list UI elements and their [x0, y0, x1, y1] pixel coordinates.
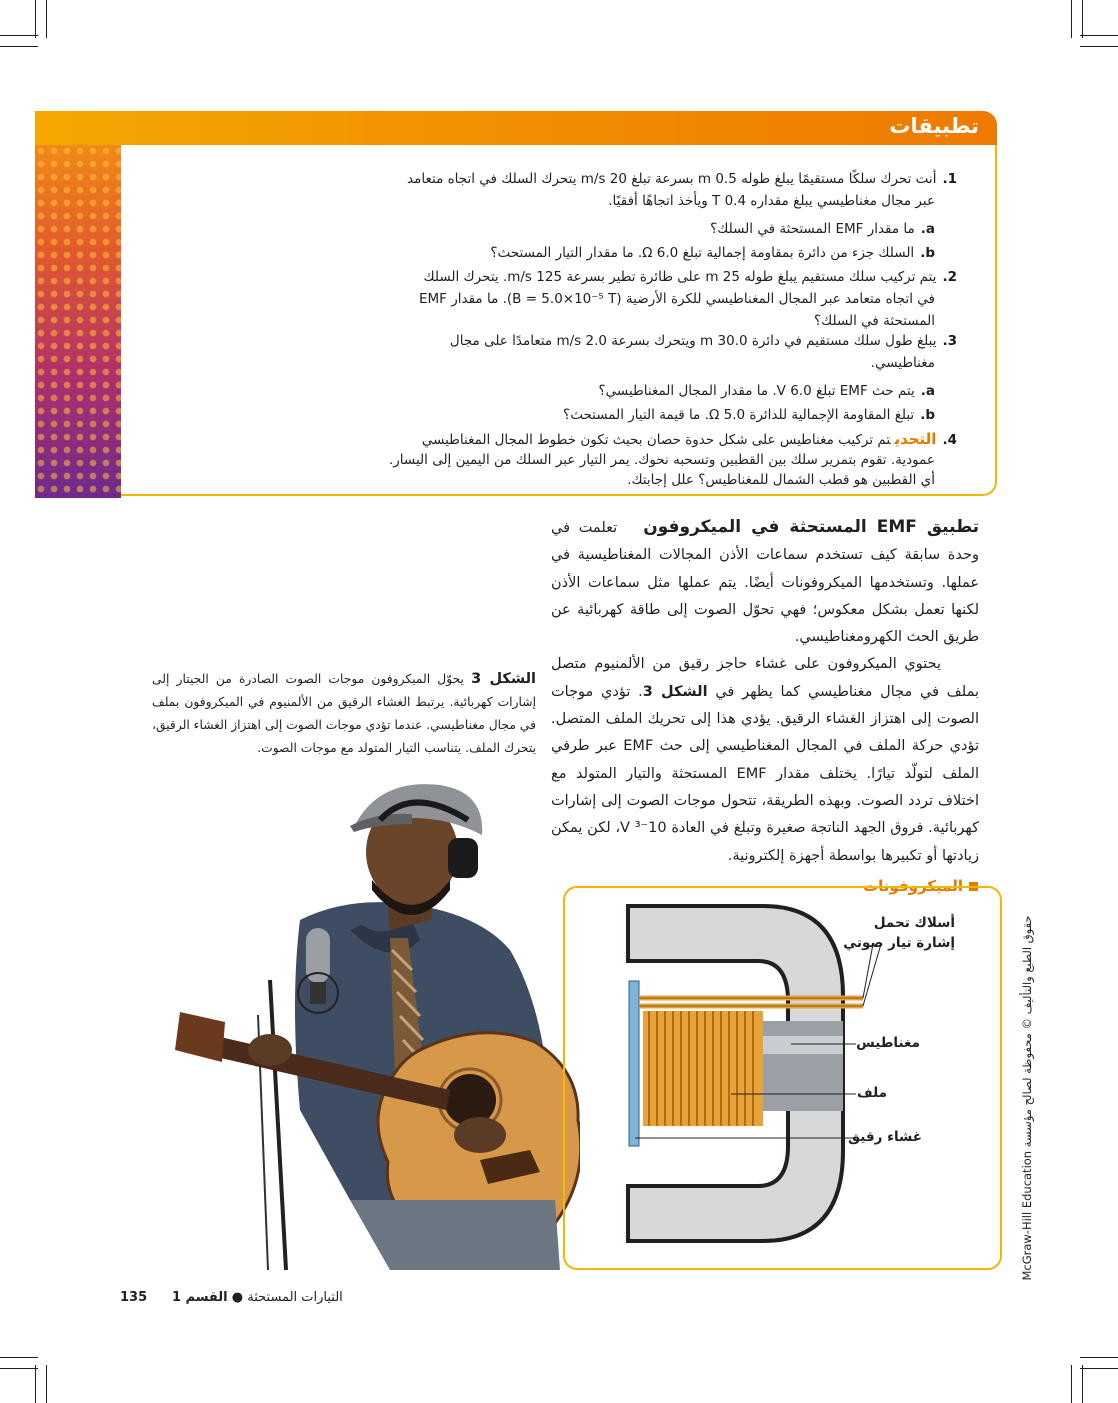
problem-line [377, 168, 957, 190]
paragraph-text: . تؤدي موجات الصوت إلى اهتزاز الغشاء الرقيق. يؤدي هذا إلى تحريك الملف المتصل. تؤدي حركة الملف في المجال المغناطيسي إلى حث EMF عبر طرفي الملف لتولّد تيارًا. يختلف مقدار EMF المستحثة والتيار المتولد مع اختلاف تردد الصوت. وبهذه الطريقة، تتحول موجات الصوت إلى إشارات كهربائية. فروق الجهد الناتجة صغيرة وتبلغ في العادة 10⁻³ V، لكن يمكن زيادتها أو تكبيرها بواسطة أجهزة إلكترونية. [551, 683, 980, 864]
figure-caption [152, 668, 536, 760]
problem-line [347, 451, 957, 469]
applications-header [35, 111, 997, 145]
mic-stand [270, 980, 286, 1270]
label-magnet: مغناطيس [856, 1035, 920, 1051]
crop-mark [1080, 46, 1118, 47]
sub-question [377, 242, 957, 264]
problem-2 [377, 266, 957, 332]
problem-text: عمودية. تقوم بتمرير سلك بين القطبين وتسحبه نحوك. يمر التيار عبر السلك من اليمين إلى اليسار. [389, 452, 935, 468]
sub-text: يتم حث EMF تبلغ 6.0 V. ما مقدار المجال المغناطيسي؟ [598, 383, 915, 399]
figure-reference[interactable]: الشكل 3 [642, 683, 708, 700]
crop-mark [0, 1357, 38, 1358]
problem-line [377, 190, 957, 212]
problem-line [347, 469, 957, 491]
crop-mark [46, 0, 47, 38]
crop-mark [46, 1365, 47, 1403]
guitar-headstock [175, 1012, 225, 1062]
problem-line [377, 330, 957, 352]
label-coil: ملف [857, 1085, 887, 1101]
crop-mark [35, 1365, 36, 1403]
problem-4 [347, 428, 957, 491]
sub-question [377, 404, 957, 426]
paragraph-text: تعلمت في وحدة سابقة كيف تستخدم سماعات الأذن المجالات المغناطيسية في عملها. وتستخدمها الميكروفونات أيضًا. يتم عملها مثل سماعات الأذن لكنها تعمل بشكل معكوس؛ فهي تحوّل الصوت إلى طاقة كهربائية عن طريق الحث الكهرومغناطيسي. [551, 520, 979, 646]
bullet-separator: ● [231, 1290, 244, 1305]
section-label: القسم 1 [171, 1290, 228, 1305]
problem-text: يتم تركيب سلك مستقيم يبلغ طوله 25 m على طائرة تطير بسرعة 125 m/s. يتحرك السلك [423, 269, 937, 285]
label-wires-line2: إشارة تيار صوتي [843, 935, 955, 951]
sub-text: ما مقدار EMF المستحثة في السلك؟ [710, 221, 915, 237]
label-wires-line1: أسلاك تحمل [873, 915, 955, 931]
caption-text: يحوّل الميكروفون موجات الصوت الصادرة من الجيتار إلى إشارات كهربائية. يرتبط الغشاء الرقيق من الألمنيوم في الميكروفون بملف في مجال مغناطيسي. عندما تؤدي موجات الصوت إلى اهتزاز الغشاء الرقيق، يتحرك الملف. يتناسب التيار المتولد مع موجات الصوت. [152, 672, 536, 755]
page-number: 135 [120, 1290, 148, 1305]
problem-text: أي القطبين هو قطب الشمال للمغناطيس؟ علل إجابتك. [627, 472, 935, 488]
membrane [629, 981, 639, 1146]
guitarist-photo [150, 780, 580, 1270]
sub-text: تبلغ المقاومة الإجمالية للدائرة 5.0 Ω. ما قيمة التيار المستحث؟ [563, 407, 915, 423]
problem-number: 1. [942, 171, 957, 187]
problem-text: في اتجاه متعامد عبر المجال المغناطيسي للكرة الأرضية (B = 5.0×10⁻⁵ T). ما مقدار EMF [419, 291, 935, 307]
diagram-title-text: الميكروفونات [863, 877, 963, 895]
applications-title: تطبيقات [889, 114, 979, 138]
crop-mark [0, 46, 38, 47]
crop-mark [1080, 35, 1118, 36]
left-hand [248, 1034, 292, 1066]
crop-mark [1071, 1365, 1072, 1403]
problem-number: 2. [942, 269, 957, 285]
chapter-name: التيارات المستحثة [247, 1290, 343, 1305]
problem-text: مغناطيسي. [870, 355, 935, 371]
problem-number: 3. [942, 333, 957, 349]
sub-label: b. [920, 407, 935, 423]
problem-line [377, 310, 957, 332]
sub-label: a. [920, 221, 935, 237]
problem-text: يبلغ طول سلك مستقيم في دائرة 30.0 m ويتحرك بسرعة 2.0 m/s متعامدًا على مجال [449, 333, 937, 349]
problem-number: 4. [942, 432, 957, 448]
page-footer [120, 1290, 343, 1305]
crop-mark [1080, 1368, 1118, 1369]
leader-line [863, 944, 881, 1006]
copyright-text: McGraw-Hill Education حقوق الطبع والتأليف © محفوظة لصالح مؤسسة [1020, 914, 1034, 1281]
paragraph-2 [551, 651, 979, 869]
headphone-cup [448, 838, 478, 878]
sub-text: السلك جزء من دائرة بمقاومة إجمالية تبلغ 6.0 Ω. ما مقدار التيار المستحث؟ [490, 245, 915, 261]
label-wires [830, 913, 955, 953]
crop-mark [35, 0, 36, 38]
applications-box [35, 111, 997, 498]
copyright-vertical [1019, 914, 1035, 1281]
problem-text: المستحثة في السلك؟ [813, 313, 935, 329]
problem-3 [377, 330, 957, 426]
challenge-label: التحدي [894, 430, 937, 448]
decorative-dot-strip [35, 145, 121, 498]
paragraph-1 [551, 514, 979, 651]
sub-question [377, 380, 957, 402]
crop-mark [1071, 0, 1072, 38]
label-membrane: غشاء رقيق [848, 1129, 922, 1145]
problem-1 [377, 168, 957, 264]
main-text-column [551, 514, 979, 870]
jeans [350, 1200, 560, 1270]
crop-mark [1082, 0, 1083, 38]
right-hand [454, 1117, 506, 1153]
sub-label: b. [920, 245, 935, 261]
crop-mark [1080, 1357, 1118, 1358]
caption-label: الشكل 3 [471, 671, 537, 687]
problem-text: عبر مجال مغناطيسي يبلغ مقداره 0.4 T ويأخذ اتجاهًا أفقيًا. [608, 193, 935, 209]
crop-mark [0, 1368, 38, 1369]
problem-line [377, 288, 957, 310]
problem-line [377, 266, 957, 288]
paragraph-text: يحتوي الميكروفون على غشاء حاجز رقيق من الألمنيوم متصل بملف في مجال مغناطيسي كما يظهر في [551, 656, 980, 700]
sub-question [377, 218, 957, 240]
problem-line [377, 352, 957, 374]
sub-label: a. [920, 383, 935, 399]
problem-text: تم تركيب مغناطيس على شكل حدوة حصان بحيث تكون خطوط المجال المغناطيسي [421, 432, 891, 448]
problem-text: أنت تحرك سلكًا مستقيمًا يبلغ طوله 0.5 m بسرعة تبلغ 20 m/s يتحرك السلك في اتجاه متعامد [407, 171, 937, 187]
section-heading: تطبيق EMF المستحثة في الميكروفون [643, 517, 980, 537]
crop-mark [0, 35, 38, 36]
crop-mark [1082, 1365, 1083, 1403]
problem-line [347, 428, 957, 451]
